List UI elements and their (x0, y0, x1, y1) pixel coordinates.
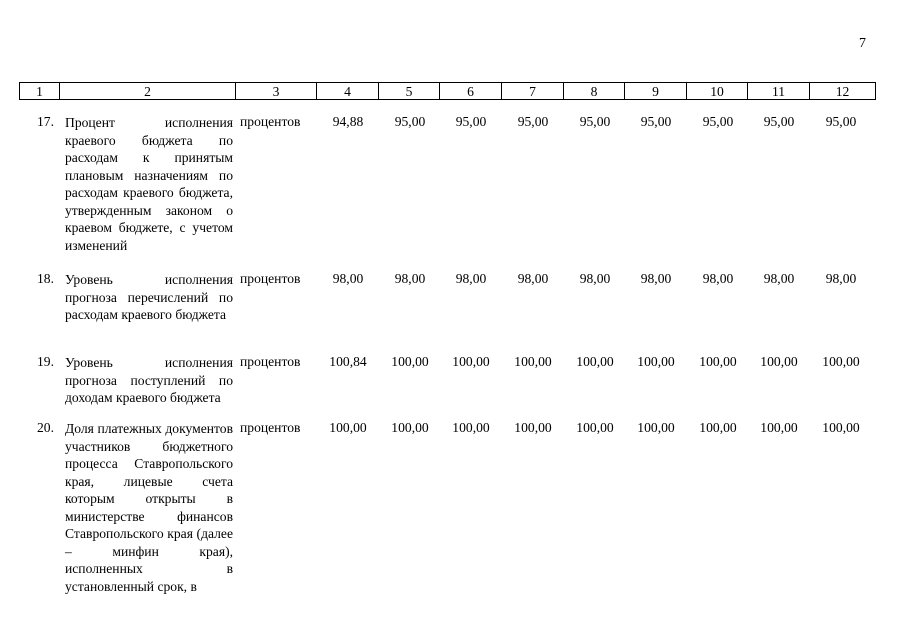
value-cell: 98,00 (640, 271, 672, 286)
value-cell: 100,00 (699, 354, 737, 369)
value-cell: 100,00 (452, 354, 490, 369)
value-cell: 100,00 (391, 420, 429, 435)
value-cell: 100,84 (329, 354, 367, 369)
row-number: 17. (37, 114, 54, 129)
value-cell: 100,00 (576, 420, 614, 435)
value-cell: 98,00 (455, 271, 487, 286)
value-cell: 100,00 (637, 420, 675, 435)
value-cell: 98,00 (763, 271, 795, 286)
value-cell: 98,00 (702, 271, 734, 286)
value-cell: 100,00 (514, 420, 552, 435)
row-unit: процентов (240, 114, 301, 129)
value-cell: 100,00 (329, 420, 367, 435)
value-cell: 100,00 (760, 354, 798, 369)
header-cell: 4 (317, 83, 379, 100)
column-number-header (19, 82, 876, 100)
value-cell: 98,00 (579, 271, 611, 286)
header-cell: 7 (502, 83, 564, 100)
header-cell: 10 (687, 83, 748, 100)
page-number: 7 (859, 36, 866, 51)
header-cell: 1 (20, 83, 60, 100)
value-cell: 95,00 (763, 114, 795, 129)
header-cell: 5 (379, 83, 440, 100)
value-cell: 100,00 (822, 354, 860, 369)
value-cell: 100,00 (391, 354, 429, 369)
row-unit: процентов (240, 354, 301, 369)
value-cell: 98,00 (332, 271, 364, 286)
value-cell: 94,88 (332, 114, 364, 129)
value-cell: 100,00 (452, 420, 490, 435)
row-description: Процент исполнения краевого бюджета по расходам к принятым плановым назначениям по расходам краевого бюджета, утвержденным законом о краевом бюджете, с учетом изменений (65, 115, 233, 253)
row-unit: процентов (240, 420, 301, 435)
value-cell: 95,00 (825, 114, 857, 129)
value-cell: 100,00 (699, 420, 737, 435)
value-cell: 95,00 (579, 114, 611, 129)
header-cell: 11 (748, 83, 810, 100)
value-cell: 98,00 (517, 271, 549, 286)
header-cell: 3 (236, 83, 317, 100)
row-description: Уровень исполнения прогноза перечислений по расходам краевого бюджета (65, 272, 233, 322)
value-cell: 95,00 (394, 114, 426, 129)
value-cell: 98,00 (394, 271, 426, 286)
row-number: 18. (37, 271, 54, 286)
value-cell: 95,00 (455, 114, 487, 129)
row-description: Доля платежных документов участников бюджетного процесса Ставропольского края, лицевые счета которым открыты в министерстве финансов Ставропольского края (далее – минфин края), исполненных в установленный срок, в (65, 421, 233, 594)
row-unit: процентов (240, 271, 301, 286)
value-cell: 100,00 (637, 354, 675, 369)
header-cell: 2 (60, 83, 236, 100)
header-cell: 9 (625, 83, 687, 100)
value-cell: 100,00 (760, 420, 798, 435)
value-cell: 100,00 (576, 354, 614, 369)
value-cell: 95,00 (517, 114, 549, 129)
value-cell: 95,00 (640, 114, 672, 129)
value-cell: 98,00 (825, 271, 857, 286)
header-cell: 8 (564, 83, 625, 100)
row-number: 20. (37, 420, 54, 435)
value-cell: 95,00 (702, 114, 734, 129)
row-number: 19. (37, 354, 54, 369)
header-cell: 6 (440, 83, 502, 100)
value-cell: 100,00 (514, 354, 552, 369)
row-description: Уровень исполнения прогноза поступлений по доходам краевого бюджета (65, 355, 233, 405)
value-cell: 100,00 (822, 420, 860, 435)
header-cell: 12 (810, 83, 876, 100)
